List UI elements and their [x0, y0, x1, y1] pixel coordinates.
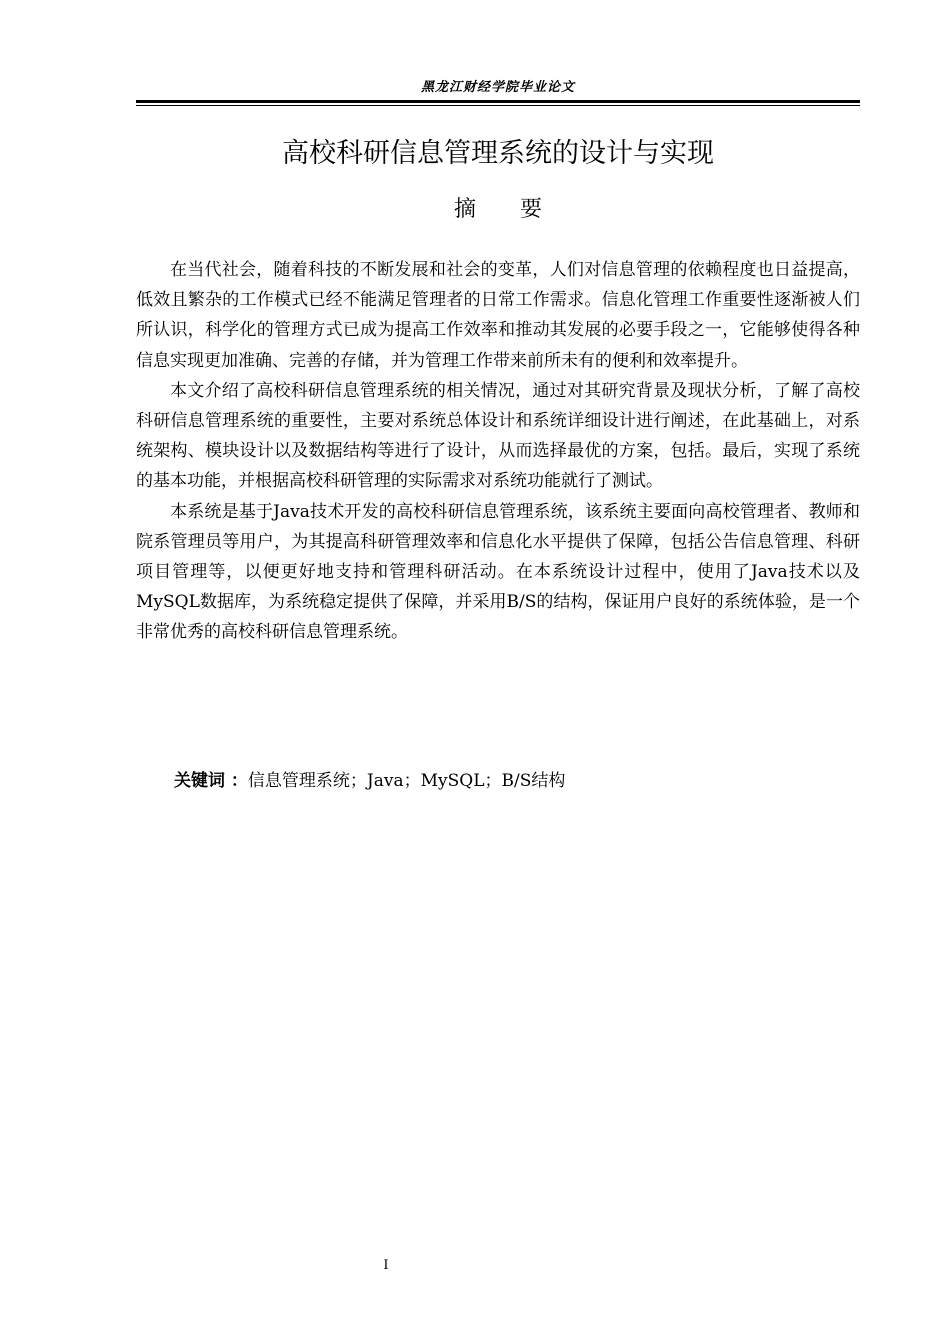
running-header: 黑龙江财经学院毕业论文: [420, 80, 575, 95]
abstract-heading: 摘 要: [453, 197, 542, 222]
page-number: I: [383, 1258, 389, 1273]
abstract-paragraph-1: 在当代社会，随着科技的不断发展和社会的变革，人们对信息管理的依赖程度也日益提高，低效且繁杂的工作模式已经不能满足管理者的日常工作需求。信息化管理工作重要性逐渐被人们所认识，科学化的管理方式已成为提高工作效率和推动其发展的必要手段之一，它能够使得各种信息实现更加准确、完善的存储，并为管理工作带来前所未有的便利和效率提升。: [136, 260, 860, 371]
header-rule-thin: [136, 105, 860, 106]
keywords-line: [174, 766, 565, 796]
header-rule-thick: [136, 100, 860, 103]
abstract-paragraph-2: 本文介绍了高校科研信息管理系统的相关情况，通过对其研究背景及现状分析，了解了高校科研信息管理系统的重要性，主要对系统总体设计和系统详细设计进行阐述，在此基础上，对系统架构、模块设计以及数据结构等进行了设计，从而选择最优的方案，包括。最后，实现了系统的基本功能，并根据高校科研管理的实际需求对系统功能就行了测试。: [136, 380, 860, 492]
keywords-list: 信息管理系统；Java；MySQL；B/S结构: [247, 771, 566, 791]
abstract-body: [136, 255, 860, 648]
thesis-title: 高校科研信息管理系统的设计与实现: [282, 138, 714, 169]
keywords-label: 关键词 ：: [174, 771, 248, 791]
abstract-paragraph-3: 本系统是基于Java技术开发的高校科研信息管理系统，该系统主要面向高校管理者、教师和院系管理员等用户，为其提高科研管理效率和信息化水平提供了保障，包括公告信息管理、科研项目管理等，以便更好地支持和管理科研活动。在本系统设计过程中，使用了Java技术以及MySQL数据库，为系统稳定提供了保障，并采用B/S的结构，保证用户良好的系统体验，是一个非常优秀的高校科研信息管理系统。: [136, 501, 860, 643]
